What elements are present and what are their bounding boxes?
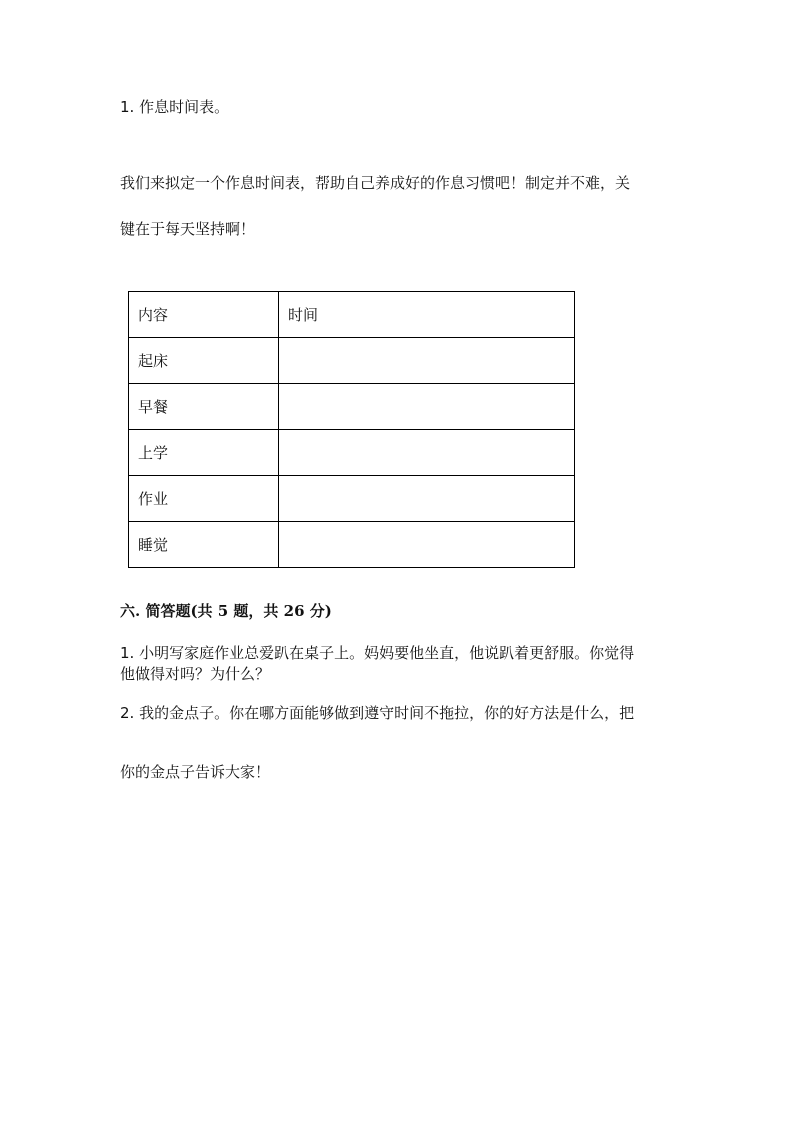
question1-line2: 他做得对吗？为什么？ <box>120 665 271 683</box>
section1-heading: 1. 作息时间表。 <box>120 98 230 116</box>
row-time-breakfast[interactable] <box>279 384 575 430</box>
row-time-homework[interactable] <box>279 476 575 522</box>
section6-title: 六. 简答题(共 5 题，共 26 分) <box>120 602 332 620</box>
table-row <box>129 384 575 430</box>
row-label-breakfast: 早餐 <box>129 384 279 430</box>
table-row <box>129 476 575 522</box>
row-label-school: 上学 <box>129 430 279 476</box>
schedule-table <box>128 291 575 568</box>
section1-paragraph-line2: 键在于每天坚持啊！ <box>120 220 256 238</box>
row-label-sleep: 睡觉 <box>129 522 279 568</box>
table-header-row <box>129 292 575 338</box>
question2-line2: 你的金点子告诉大家！ <box>120 763 271 781</box>
row-label-wakeup: 起床 <box>129 338 279 384</box>
row-time-school[interactable] <box>279 430 575 476</box>
row-time-sleep[interactable] <box>279 522 575 568</box>
header-cell-time: 时间 <box>279 292 575 338</box>
table-row <box>129 430 575 476</box>
row-time-wakeup[interactable] <box>279 338 575 384</box>
question1-line1: 1. 小明写家庭作业总爱趴在桌子上。妈妈要他坐直，他说趴着更舒服。你觉得 <box>120 644 635 662</box>
table-row <box>129 522 575 568</box>
row-label-homework: 作业 <box>129 476 279 522</box>
section1-paragraph-line1: 我们来拟定一个作息时间表，帮助自己养成好的作息习惯吧！制定并不难，关 <box>120 174 631 192</box>
table-row <box>129 338 575 384</box>
header-cell-content: 内容 <box>129 292 279 338</box>
question2-line1: 2. 我的金点子。你在哪方面能够做到遵守时间不拖拉，你的好方法是什么，把 <box>120 704 635 722</box>
